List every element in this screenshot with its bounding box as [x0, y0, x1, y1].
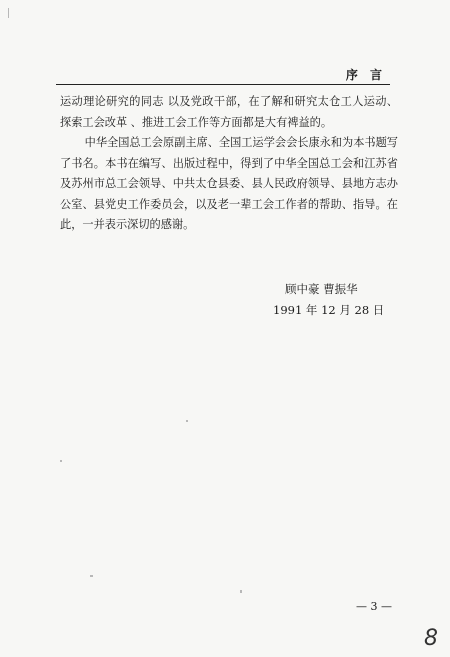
header-rule: [56, 84, 390, 85]
handwritten-page-mark: 8: [424, 626, 438, 651]
scan-speck: [60, 460, 62, 462]
paragraph-continuation: 运动理论研究的同志 以及党政干部，在了解和研究太仓工人运动、探索工会改革 、推进工会工作等方面都是大有裨益的。: [60, 95, 398, 129]
signature-date: 1991 年 12 月 28 日: [273, 303, 385, 317]
signature-block: [273, 279, 385, 321]
scan-speck: [90, 575, 93, 577]
scan-speck: [8, 8, 9, 18]
body-text: [60, 92, 398, 236]
running-header: 序 言: [345, 68, 386, 82]
scan-speck: [240, 590, 242, 593]
scan-speck: [186, 420, 188, 422]
page-number: — 3 —: [356, 600, 392, 613]
paragraph-acknowledgement: 中华全国总工会原副主席、全国工运学会会长康永和为本书题写了书名。本书在编写、出版过程中，得到了中华全国总工会和江苏省及苏州市总工会领导、中共太仓县委、县人民政府领导、县地方志办公室、县党史工作委员会，以及老一辈工会工作者的帮助、指导。在此，一并表示深切的感谢。: [60, 136, 398, 231]
signature-authors: 顾中豪 曹振华: [285, 282, 358, 296]
